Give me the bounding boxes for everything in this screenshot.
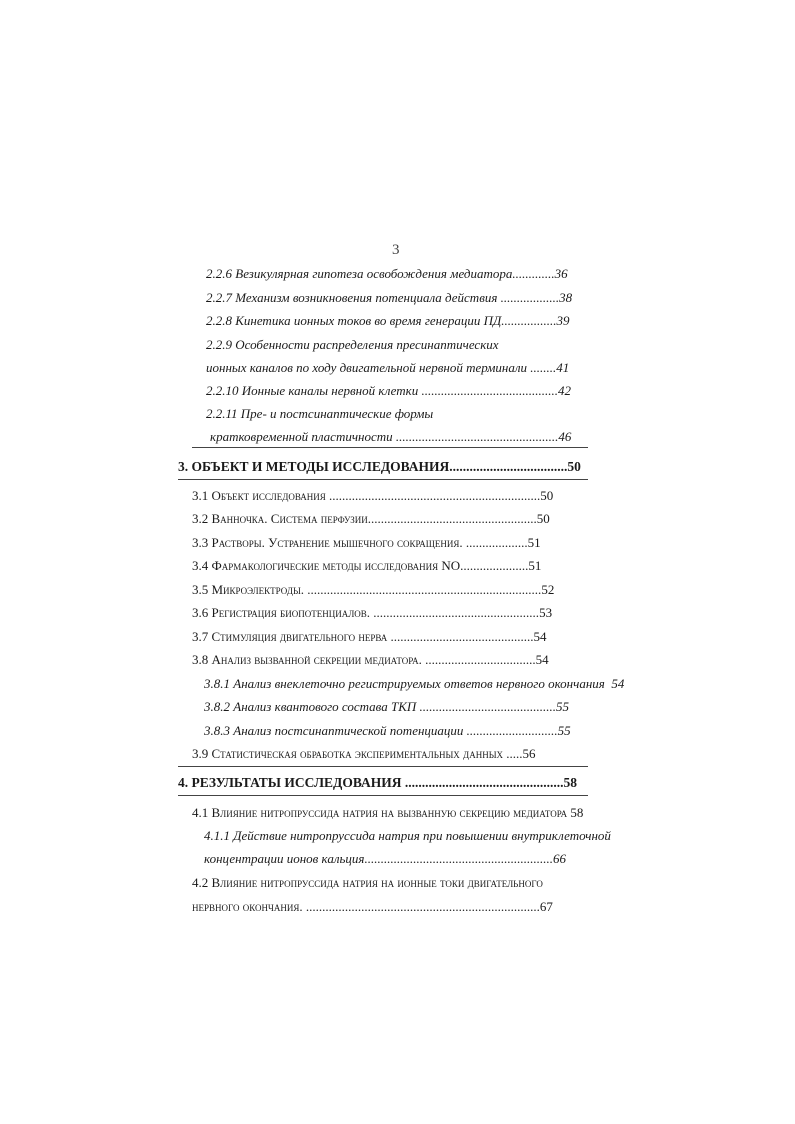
toc-entry: 4.2 Влияние нитропруссида натрия на ионные токи двигательного (192, 875, 543, 890)
toc-entry: 2.2.6 Везикулярная гипотеза освобождения медиатора.............36 (206, 266, 568, 281)
toc-entry: 3.4 Фармакологические методы исследования NO.....................51 (192, 558, 542, 573)
toc-entry: 2.2.9 Особенности распределения пресинаптических (206, 337, 499, 352)
toc-entry: ионных каналов по ходу двигательной нервной терминали ........41 (206, 360, 570, 375)
toc-entry: 2.2.7 Механизм возникновения потенциала действия ..................38 (206, 290, 573, 305)
toc-entry: кратковременной пластичности ..................................................46 (210, 429, 572, 444)
toc-entry: нервного окончания. ........................................................................67 (192, 899, 553, 914)
toc-entry: 2.2.8 Кинетика ионных токов во время генерации ПД.................39 (206, 313, 570, 328)
page-number: 3 (392, 242, 400, 258)
toc-entry: 3.8.2 Анализ квантового состава ТКП ..........................................55 (204, 699, 569, 714)
toc-entry: концентрации ионов кальция..........................................................66 (204, 851, 566, 866)
toc-entry: 3.3 Растворы. Устранение мышечного сокращения. ...................51 (192, 535, 541, 550)
section-divider (178, 479, 588, 480)
section-divider (178, 795, 588, 796)
toc-entry: 4.1.1 Действие нитропруссида натрия при повышении внутриклеточной (204, 828, 611, 843)
toc-entry: 3.1 Объект исследования .................................................................50 (192, 488, 554, 503)
toc-entry: 3.8.1 Анализ внеклеточно регистрируемых ответов нервного окончания 54 (204, 676, 625, 691)
toc-chapter-heading: 4. РЕЗУЛЬТАТЫ ИССЛЕДОВАНИЯ ...............................................58 (178, 775, 578, 790)
toc-entry: 4.1 Влияние нитропруссида натрия на вызванную секрецию медиатора 58 (192, 805, 584, 820)
section-divider (192, 447, 588, 448)
toc-entry: 3.8.3 Анализ постсинаптической потенциации ............................55 (204, 723, 571, 738)
toc-entry: 3.8 Анализ вызванной секреции медиатора. ..................................54 (192, 652, 549, 667)
toc-entry: 3.7 Стимуляция двигательного нерва ............................................54 (192, 629, 547, 644)
toc-chapter-heading: 3. ОБЪЕКТ И МЕТОДЫ ИССЛЕДОВАНИЯ...................................50 (178, 459, 581, 474)
toc-entry: 3.5 Микроэлектроды. ........................................................................52 (192, 582, 555, 597)
toc-entry: 3.6 Регистрация биопотенциалов. ...................................................53 (192, 605, 553, 620)
toc-entry: 2.2.10 Ионные каналы нервной клетки ..........................................42 (206, 383, 572, 398)
section-divider (178, 766, 588, 767)
toc-entry: 2.2.11 Пре- и постсинаптические формы (206, 406, 434, 421)
toc-entry: 3.9 Статистическая обработка экспериментальных данных .....56 (192, 746, 536, 761)
toc-entry: 3.2 Ванночка. Система перфузии....................................................50 (192, 511, 550, 526)
